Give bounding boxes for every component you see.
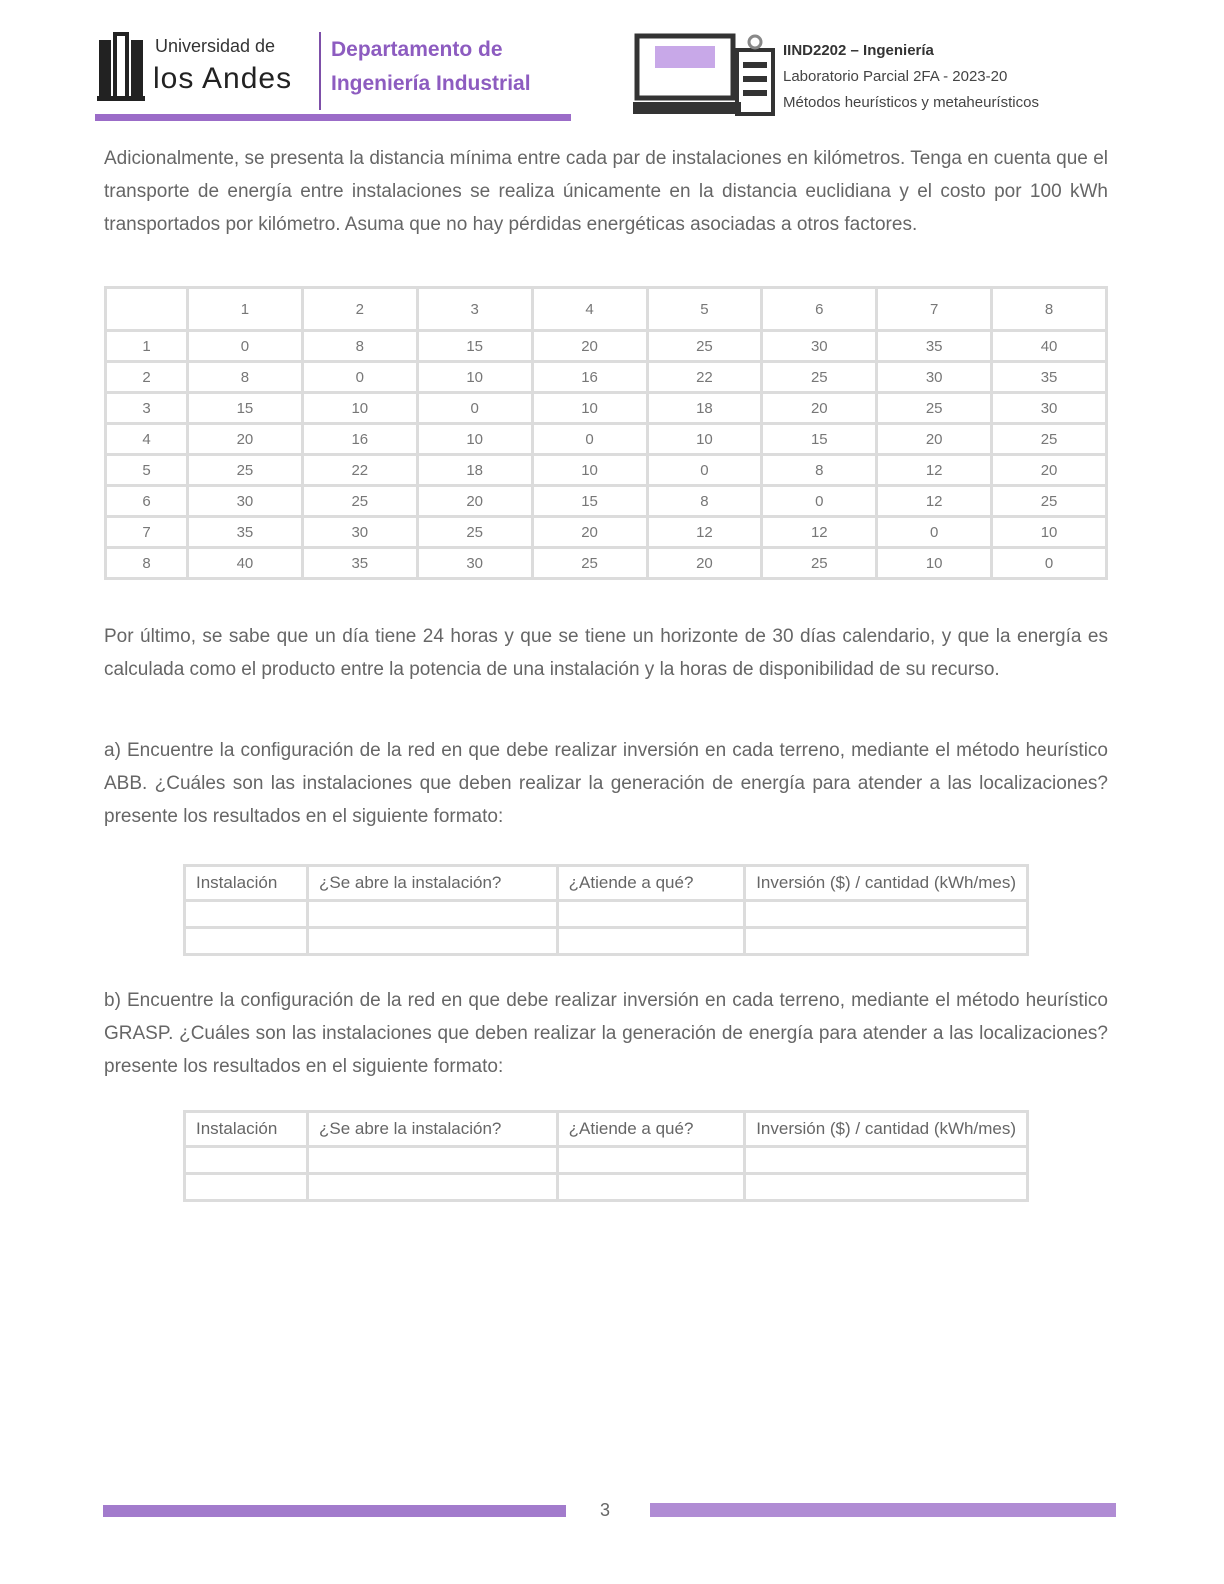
distance-cell: 35 [992,362,1107,393]
distance-cell: 35 [877,331,992,362]
distance-cell: 30 [762,331,877,362]
table-row [106,548,1107,579]
distance-cell: 20 [647,548,762,579]
distance-col-header: 7 [877,288,992,331]
row-header-cell: 1 [106,331,188,362]
result-table-a-body [185,901,1028,955]
distance-cell: 30 [992,393,1107,424]
distance-cell: 10 [532,455,647,486]
empty-answer-cell[interactable] [557,928,745,955]
distance-cell: 40 [992,331,1107,362]
row-header-cell: 5 [106,455,188,486]
course-session: Laboratorio Parcial 2FA - 2023-20 [783,68,1008,85]
result-col-header: Instalación [185,1112,308,1147]
question-b: b) Encuentre la configuración de la red en que debe realizar inversión en cada terreno, mediante el método heurístico GRASP. ¿Cuáles son las instalaciones que deben realizar la generación de energía para atender a las localizaciones? presente los resultados en el siguiente formato: [104,990,1108,1077]
table-row [106,331,1107,362]
result-col-header: ¿Se abre la instalación? [308,1112,558,1147]
university-name-top: Universidad de [155,36,276,56]
result-col-header: ¿Se abre la instalación? [308,866,558,901]
table-row [106,517,1107,548]
distance-cell: 0 [992,548,1107,579]
empty-answer-cell[interactable] [185,928,308,955]
empty-answer-cell[interactable] [557,1174,745,1201]
distance-cell: 25 [188,455,303,486]
university-logo [95,28,575,118]
result-table-a [183,864,1029,956]
distance-col-header: 4 [532,288,647,331]
distance-col-header [106,288,188,331]
distance-cell: 25 [417,517,532,548]
distance-cell: 25 [762,362,877,393]
empty-answer-cell[interactable] [185,1147,308,1174]
distance-cell: 25 [647,331,762,362]
table-row [106,455,1107,486]
row-header-cell: 2 [106,362,188,393]
distance-cell: 8 [302,331,417,362]
distance-cell: 30 [417,548,532,579]
page-number: 3 [599,1500,610,1520]
empty-answer-cell[interactable] [557,1147,745,1174]
question-a: a) Encuentre la configuración de la red en que debe realizar inversión en cada terreno, mediante el método heurístico ABB. ¿Cuáles son las instalaciones que deben realizar la generación de energía para atender a las localizaciones? presente los resultados en el siguiente formato: [104,740,1108,827]
distance-cell: 20 [762,393,877,424]
distance-col-header: 6 [762,288,877,331]
distance-cell: 16 [302,424,417,455]
empty-answer-cell[interactable] [308,901,558,928]
result-col-header: ¿Atiende a qué? [557,866,745,901]
distance-cell: 10 [417,424,532,455]
distance-cell: 22 [647,362,762,393]
distance-cell: 10 [417,362,532,393]
empty-answer-cell[interactable] [308,1147,558,1174]
paragraph-energy-note: Por último, se sabe que un día tiene 24 horas y que se tiene un horizonte de 30 días calendario, y que la energía es calculada como el producto entre la potencia de una instalación y la horas de disponibilidad de su recurso. [104,626,1108,680]
result-table-b-body [185,1147,1028,1201]
row-header-cell: 3 [106,393,188,424]
distance-cell: 22 [302,455,417,486]
table-row [185,928,1028,955]
logo-divider [319,32,321,110]
distance-cell: 35 [302,548,417,579]
table-row [185,1174,1028,1201]
distance-cell: 0 [417,393,532,424]
distance-cell: 30 [302,517,417,548]
distance-table-body [106,331,1107,579]
distance-cell: 12 [647,517,762,548]
distance-cell: 0 [762,486,877,517]
course-topic: Métodos heurísticos y metaheurísticos [783,94,1039,111]
distance-cell: 25 [877,393,992,424]
row-header-cell: 8 [106,548,188,579]
distance-cell: 30 [188,486,303,517]
distance-cell: 20 [532,517,647,548]
result-table-a-header [185,866,1028,901]
distance-cell: 10 [647,424,762,455]
result-table-b [183,1110,1029,1202]
distance-cell: 20 [992,455,1107,486]
result-col-header: Inversión ($) / cantidad (kWh/mes) [745,866,1028,901]
distance-col-header: 5 [647,288,762,331]
distance-cell: 20 [877,424,992,455]
distance-cell: 20 [188,424,303,455]
empty-answer-cell[interactable] [185,1174,308,1201]
result-col-header: Instalación [185,866,308,901]
footer-bar-right [650,1503,1116,1517]
course-code: IIND2202 – Ingeniería [783,42,934,59]
distance-cell: 25 [992,486,1107,517]
distance-cell: 10 [992,517,1107,548]
empty-answer-cell[interactable] [745,1147,1028,1174]
distance-cell: 0 [532,424,647,455]
empty-answer-cell[interactable] [308,1174,558,1201]
distance-col-header: 3 [417,288,532,331]
distance-cell: 0 [877,517,992,548]
distance-cell: 8 [647,486,762,517]
distance-cell: 15 [188,393,303,424]
distance-table [104,286,1108,580]
header-underline [95,114,571,121]
university-name-main: los Andes [153,62,293,95]
distance-cell: 8 [188,362,303,393]
distance-col-header: 1 [188,288,303,331]
distance-cell: 0 [302,362,417,393]
empty-answer-cell[interactable] [308,928,558,955]
result-col-header: Inversión ($) / cantidad (kWh/mes) [745,1112,1028,1147]
distance-cell: 15 [762,424,877,455]
page-header [95,28,1125,128]
table-row [106,393,1107,424]
university-crest-icon [97,32,145,102]
distance-cell: 30 [877,362,992,393]
distance-cell: 18 [417,455,532,486]
empty-answer-cell[interactable] [745,901,1028,928]
footer-bar-left [103,1505,566,1517]
distance-cell: 16 [532,362,647,393]
distance-cell: 10 [532,393,647,424]
table-row [106,362,1107,393]
distance-cell: 25 [302,486,417,517]
distance-cell: 15 [417,331,532,362]
distance-cell: 40 [188,548,303,579]
table-row [185,901,1028,928]
paragraph-distances: Adicionalmente, se presenta la distancia mínima entre cada par de instalaciones en kilómetros. Tenga en cuenta que el transporte de energía entre instalaciones se realiza únicamente en la distancia euclidiana y el costo por 100 kWh transportados por kilómetro. Asuma que no hay pérdidas energéticas asociadas a otros factores. [104,148,1108,235]
distance-cell: 0 [188,331,303,362]
empty-answer-cell[interactable] [557,901,745,928]
distance-cell: 10 [302,393,417,424]
empty-answer-cell[interactable] [745,1174,1028,1201]
distance-cell: 12 [762,517,877,548]
empty-answer-cell[interactable] [745,928,1028,955]
row-header-cell: 6 [106,486,188,517]
row-header-cell: 4 [106,424,188,455]
laptop-icon [633,32,778,120]
distance-cell: 18 [647,393,762,424]
distance-cell: 20 [417,486,532,517]
distance-cell: 25 [532,548,647,579]
distance-cell: 25 [762,548,877,579]
distance-cell: 12 [877,486,992,517]
table-row [185,1147,1028,1174]
result-table-b-header [185,1112,1028,1147]
row-header-cell: 7 [106,517,188,548]
table-row [106,486,1107,517]
distance-cell: 25 [992,424,1107,455]
table-row [106,424,1107,455]
distance-col-header: 8 [992,288,1107,331]
distance-table-header [106,288,1107,331]
distance-cell: 8 [762,455,877,486]
department-name-line1: Departamento de [331,38,503,61]
result-col-header: ¿Atiende a qué? [557,1112,745,1147]
distance-col-header: 2 [302,288,417,331]
distance-cell: 10 [877,548,992,579]
distance-cell: 12 [877,455,992,486]
distance-cell: 15 [532,486,647,517]
distance-cell: 20 [532,331,647,362]
department-name-line2: Ingeniería Industrial [331,72,531,95]
distance-cell: 0 [647,455,762,486]
distance-cell: 35 [188,517,303,548]
course-info [633,32,1125,122]
empty-answer-cell[interactable] [185,901,308,928]
